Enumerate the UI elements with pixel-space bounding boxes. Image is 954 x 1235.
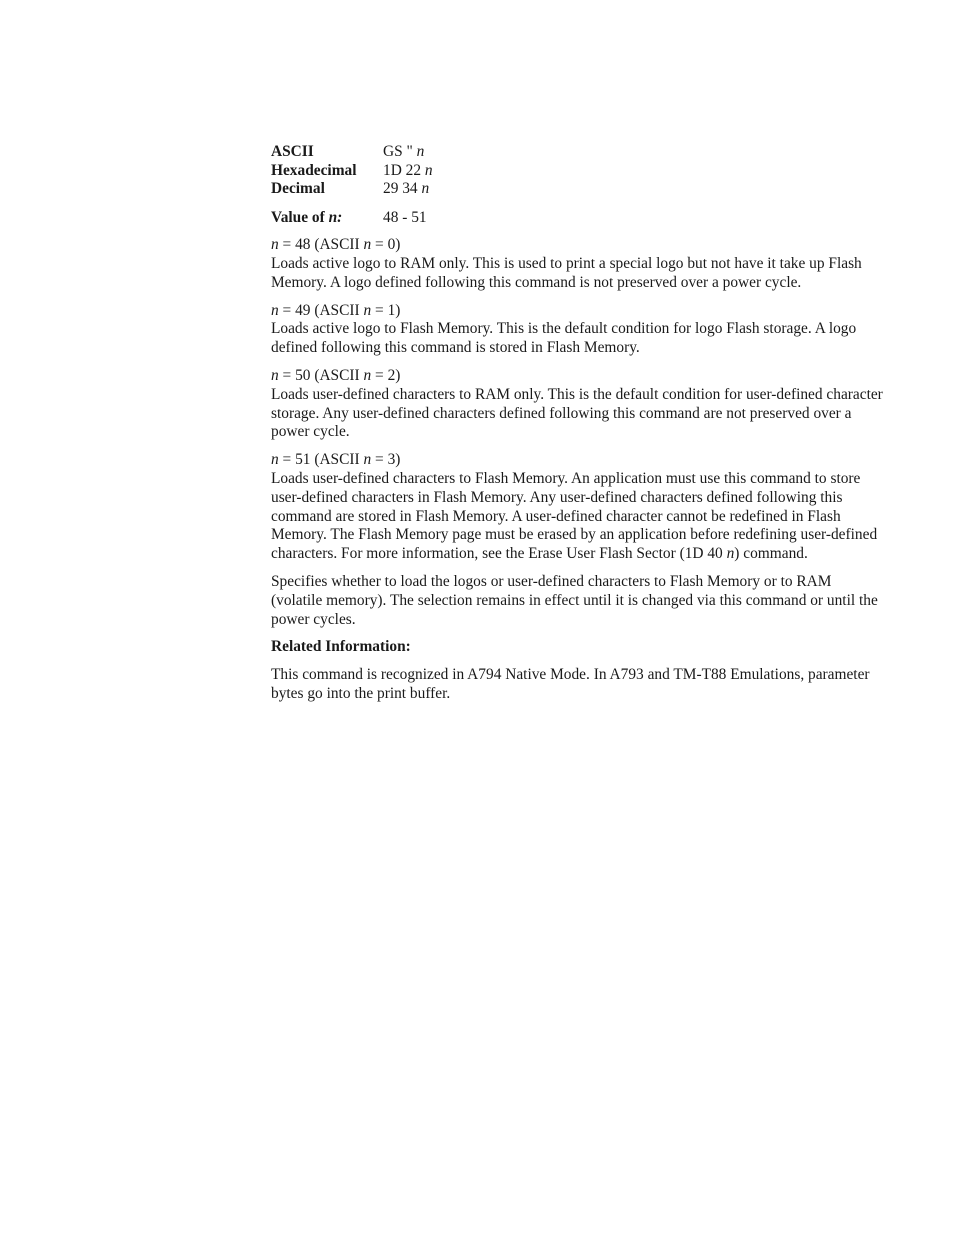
hexadecimal-value: 1D 22 n [383, 161, 433, 179]
ascii-value: GS " n [383, 143, 425, 160]
option-heading: n = 48 (ASCII n = 0) [271, 236, 401, 254]
option-description: Loads active logo to Flash Memory. This is the default condition for logo Flash storage. A logo defined following this command is stored in Flash Memory. [271, 320, 857, 357]
ascii-label: ASCII [271, 143, 314, 160]
value-of-n-row [271, 209, 883, 228]
command-code-table [271, 143, 433, 199]
decimal-label: Decimal [271, 180, 325, 197]
option-heading: n = 50 (ASCII n = 2) [271, 367, 401, 385]
option-n-48 [271, 236, 883, 292]
hexadecimal-row [271, 162, 433, 181]
option-n-51 [271, 451, 883, 564]
ascii-row [271, 143, 433, 162]
hexadecimal-label: Hexadecimal [271, 161, 357, 179]
document-page [271, 143, 883, 704]
option-n-50 [271, 367, 883, 442]
decimal-value: 29 34 n [383, 180, 430, 197]
option-description: Loads user-defined characters to RAM only. This is the default condition for user-defined character storage. Any user-defined characters defined following this command are not preserved over a power cycle. [271, 385, 883, 441]
option-heading: n = 51 (ASCII n = 3) [271, 451, 401, 469]
value-of-n-label: Value of n: [271, 208, 343, 226]
value-of-n-range: 48 - 51 [383, 208, 427, 226]
summary-paragraph: Specifies whether to load the logos or user-defined characters to Flash Memory or to RAM (volatile memory). The selection remains in effect until it is changed via this command or until the power cycles. [271, 573, 878, 628]
related-information-text: This command is recognized in A794 Native Mode. In A793 and TM-T88 Emulations, parameter bytes go into the print buffer. [271, 666, 870, 703]
option-n-49 [271, 302, 883, 358]
decimal-row [271, 180, 433, 199]
related-information-heading: Related Information: [271, 638, 411, 656]
option-description: Loads active logo to RAM only. This is used to print a special logo but not have it take up Flash Memory. A logo defined following this command is not preserved over a power cycle. [271, 255, 862, 291]
option-heading: n = 49 (ASCII n = 1) [271, 301, 401, 319]
option-description: Loads user-defined characters to Flash Memory. An application must use this command to store user-defined characters in Flash Memory. Any user-defined characters defined following this command are stored in Flash Memory. A user-defined character cannot be redefined in Flash Memory. The Flash Memory page must be erased by an application before redefining user-defined characters. For more information, see the Erase User Flash Sector (1D 40 n) command. [271, 470, 878, 563]
